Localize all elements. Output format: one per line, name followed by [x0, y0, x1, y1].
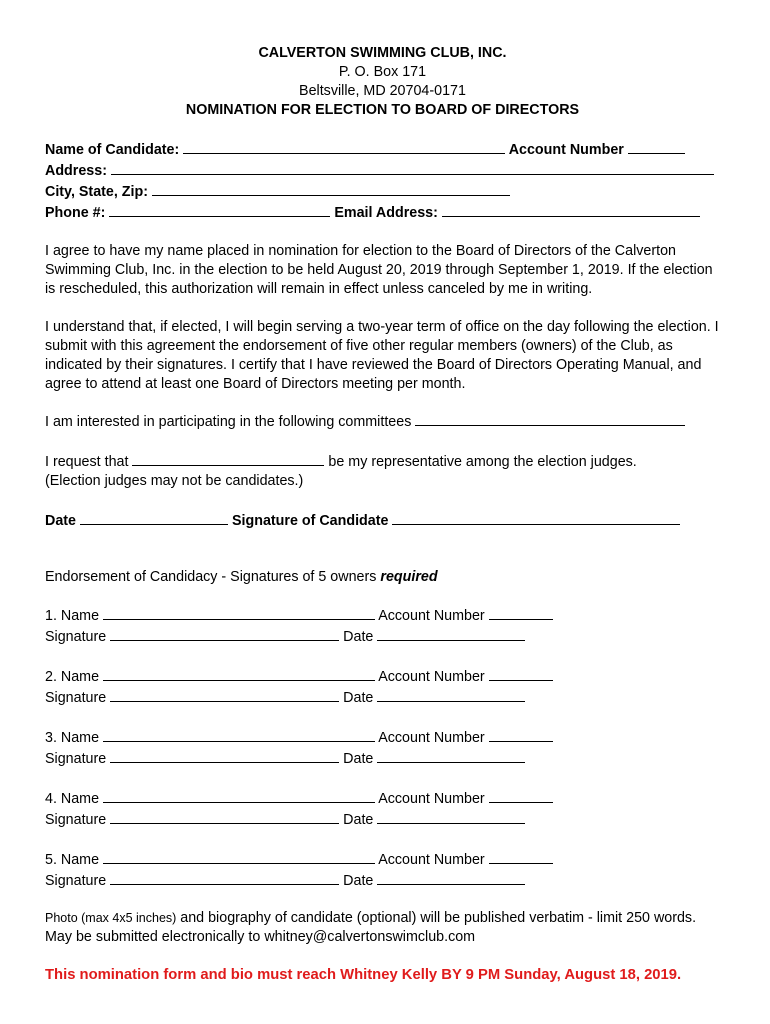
- endorser-block: [45, 788, 725, 830]
- endorser-name-field[interactable]: [103, 605, 375, 620]
- understand-paragraph: I understand that, if elected, I will begin serving a two-year term of office on the day following the election. I submit with this agreement the endorsement of five other regular members (owners) of the Club, as indicated by their signatures. I certify that I have reviewed the Board of Directors Operating Manual, and agree to attend at least one Board of Directors meeting per month.: [45, 319, 719, 392]
- endorser-signature-field[interactable]: [110, 809, 339, 824]
- endorser-date-field[interactable]: [377, 748, 525, 763]
- club-name: CALVERTON SWIMMING CLUB, INC.: [258, 45, 507, 61]
- address-field[interactable]: [111, 160, 714, 175]
- endorser-account-label: Account Number: [378, 791, 485, 807]
- endorser-number: 2: [45, 669, 53, 685]
- endorser-name-label-text: . Name: [52, 730, 100, 746]
- endorser-name-field[interactable]: [103, 788, 375, 803]
- endorser-block: [45, 849, 725, 891]
- po-box: P. O. Box 171: [338, 64, 427, 80]
- representative-field[interactable]: [132, 451, 324, 466]
- deadline-notice: This nomination form and bio must reach Whitney Kelly BY 9 PM Sunday, August 18, 2019.: [45, 967, 682, 983]
- city-state-zip-field[interactable]: [152, 181, 510, 196]
- endorser-date-field[interactable]: [377, 809, 525, 824]
- committees-label: I am interested in participating in the following committees: [45, 414, 412, 430]
- endorser-account-field[interactable]: [489, 605, 553, 620]
- name-of-candidate-label: Name of Candidate:: [45, 142, 180, 158]
- endorser-signature-label: Signature: [45, 690, 107, 706]
- endorser-signature-field[interactable]: [110, 626, 339, 641]
- candidate-account-field[interactable]: [628, 139, 685, 154]
- endorser-signature-label: Signature: [45, 629, 107, 645]
- endorser-block: [45, 605, 725, 647]
- endorser-date-label: Date: [343, 873, 374, 889]
- candidate-signature-line: [45, 510, 725, 531]
- endorsement-heading-text: Endorsement of Candidacy - Signatures of 5 owners: [45, 569, 377, 585]
- endorser-list: [45, 605, 725, 891]
- request-line: [45, 451, 725, 472]
- endorser-name-field[interactable]: [103, 849, 375, 864]
- candidate-fields: [45, 139, 725, 223]
- endorser-name-label: [45, 730, 99, 746]
- endorser-account-label: Account Number: [378, 608, 485, 624]
- form-title: NOMINATION FOR ELECTION TO BOARD OF DIRECTORS: [185, 102, 580, 118]
- email-label: Email Address:: [334, 205, 438, 221]
- photo-size-note: Photo (max 4x5 inches): [45, 911, 177, 925]
- endorser-signature-field[interactable]: [110, 870, 339, 885]
- city-state-zip-label: City, State, Zip:: [45, 184, 148, 200]
- endorser-name-label: [45, 791, 99, 807]
- endorser-name-label-text: . Name: [52, 791, 100, 807]
- endorser-signature-label: Signature: [45, 873, 107, 889]
- endorser-signature-field[interactable]: [110, 748, 339, 763]
- endorser-signature-label: Signature: [45, 812, 107, 828]
- endorser-account-label: Account Number: [378, 730, 485, 746]
- endorser-number: 4: [45, 791, 53, 807]
- city-line: Beltsville, MD 20704-0171: [299, 83, 466, 99]
- endorser-date-field[interactable]: [377, 870, 525, 885]
- endorser-block: [45, 666, 725, 708]
- required-text: required: [380, 569, 438, 585]
- endorser-account-field[interactable]: [489, 727, 553, 742]
- endorser-number: 1: [45, 608, 53, 624]
- candidate-name-field[interactable]: [183, 139, 505, 154]
- committees-field[interactable]: [415, 411, 685, 426]
- endorser-account-label: Account Number: [378, 669, 485, 685]
- endorser-date-label: Date: [343, 751, 374, 767]
- photo-paragraph: [45, 909, 725, 947]
- endorser-account-field[interactable]: [489, 788, 553, 803]
- endorser-name-field[interactable]: [103, 727, 375, 742]
- date-label: Date: [45, 513, 76, 529]
- request-suffix: be my representative among the election judges.: [328, 454, 637, 470]
- endorser-name-label: [45, 852, 99, 868]
- endorser-number: 3: [45, 730, 53, 746]
- endorser-block: [45, 727, 725, 769]
- endorser-number: 5: [45, 852, 53, 868]
- endorser-date-label: Date: [343, 812, 374, 828]
- endorser-name-label-text: . Name: [52, 608, 100, 624]
- nomination-form: [45, 44, 725, 985]
- endorser-date-label: Date: [343, 629, 374, 645]
- endorser-name-label: [45, 608, 99, 624]
- endorser-date-field[interactable]: [377, 687, 525, 702]
- endorser-name-field[interactable]: [103, 666, 375, 681]
- endorser-date-field[interactable]: [377, 626, 525, 641]
- endorser-account-field[interactable]: [489, 666, 553, 681]
- committees-line: [45, 411, 725, 432]
- candidate-signature-field[interactable]: [392, 510, 680, 525]
- request-prefix: I request that: [45, 454, 129, 470]
- endorser-name-label-text: . Name: [52, 852, 100, 868]
- endorser-signature-field[interactable]: [110, 687, 339, 702]
- date-field[interactable]: [80, 510, 228, 525]
- email-field[interactable]: [442, 202, 700, 217]
- endorser-name-label-text: . Name: [52, 669, 100, 685]
- account-number-label: Account Number: [508, 142, 624, 158]
- photo-text: and biography of candidate (optional) will be published verbatim - limit 250 words. May be submitted electronically to whitney@calvertonswimclub.com: [45, 910, 697, 945]
- endorser-account-field[interactable]: [489, 849, 553, 864]
- endorser-date-label: Date: [343, 690, 374, 706]
- endorser-signature-label: Signature: [45, 751, 107, 767]
- form-header: [40, 44, 725, 120]
- endorser-name-label: [45, 669, 99, 685]
- signature-of-candidate-label: Signature of Candidate: [231, 513, 389, 529]
- address-label: Address:: [45, 163, 107, 179]
- agree-paragraph: I agree to have my name placed in nomination for election to the Board of Directors of the Calverton Swimming Club, Inc. in the election to be held August 20, 2019 through September 1, 2019. If the election is rescheduled, this authorization will remain in effect unless canceled by me in writing.: [45, 243, 713, 297]
- endorser-account-label: Account Number: [378, 852, 485, 868]
- judges-note: (Election judges may not be candidates.): [45, 473, 304, 489]
- phone-label: Phone #:: [45, 205, 106, 221]
- endorsement-heading: [45, 568, 725, 587]
- phone-field[interactable]: [109, 202, 330, 217]
